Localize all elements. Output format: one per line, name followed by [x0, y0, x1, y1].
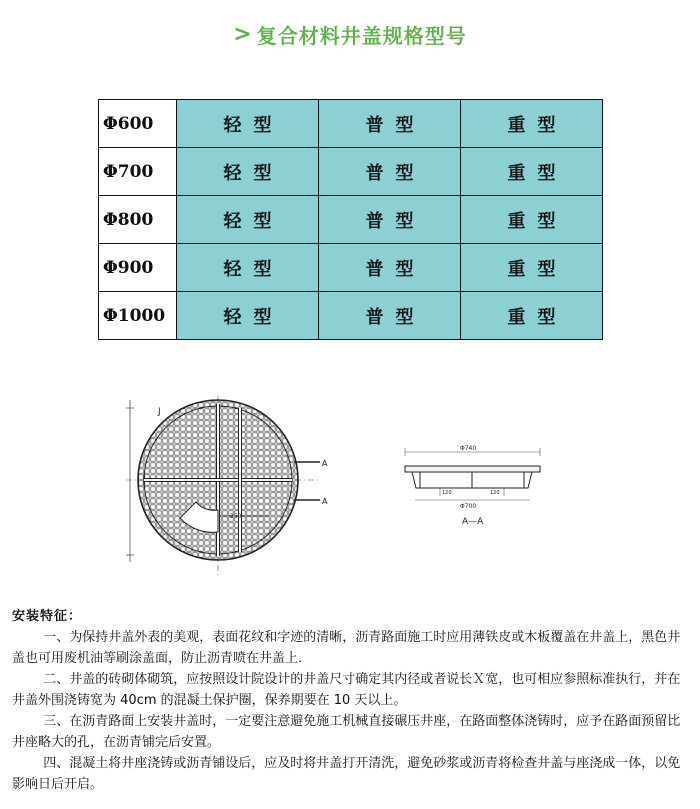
plan-dim-label: 250: [230, 513, 242, 520]
spec-table: [98, 99, 603, 340]
type-cell-standard: 普型: [319, 100, 461, 148]
type-cell-heavy: 重型: [461, 148, 603, 196]
size-cell: Φ900: [99, 244, 177, 292]
section-header: [0, 20, 700, 50]
type-cell-light: 轻型: [177, 100, 319, 148]
size-cell: Φ1000: [99, 292, 177, 340]
chevron-right-icon: >: [233, 22, 252, 47]
type-cell-standard: 普型: [319, 148, 461, 196]
type-cell-light: 轻型: [177, 196, 319, 244]
table-row: [99, 292, 603, 340]
type-cell-standard: 普型: [319, 244, 461, 292]
section-dim-bottom: Φ700: [460, 503, 477, 510]
type-cell-light: 轻型: [177, 148, 319, 196]
table-row: [99, 244, 603, 292]
install-paragraph-2: 二、井盖的砖砌体砌筑，应按照设计院设计的井盖尺寸确定其内径或者说长Ｘ宽，也可相应参照标准执行，并在井盖外围浇铸宽为 40cm 的混凝土保护圈，保养期要在 10 天以上。: [12, 672, 681, 708]
type-cell-light: 轻型: [177, 244, 319, 292]
section-dim-small-1: 120: [442, 490, 452, 496]
plan-mark-j: J: [158, 407, 161, 417]
technical-drawings: [120, 390, 600, 590]
section-dim-top: Φ740: [460, 445, 477, 452]
type-cell-standard: 普型: [319, 196, 461, 244]
type-cell-heavy: 重型: [461, 100, 603, 148]
section-mark-left: A: [322, 459, 328, 468]
type-cell-heavy: 重型: [461, 196, 603, 244]
type-cell-heavy: 重型: [461, 244, 603, 292]
install-paragraph-1: 一、为保持井盖外表的美观，表面花纹和字迹的清晰，沥青路面施工时应用薄铁皮或木板覆盖在井盖上，黑色井盖也可用废机油等刷涂盖面，防止沥青喷在井盖上．: [12, 630, 681, 666]
type-cell-standard: 普型: [319, 292, 461, 340]
table-row: [99, 148, 603, 196]
table-row: [99, 100, 603, 148]
install-heading: 安装特征：: [12, 609, 83, 624]
section-mark-right: A: [322, 497, 328, 506]
section-title: 复合材料井盖规格型号: [256, 24, 467, 48]
plan-view-drawing: [126, 396, 320, 578]
size-cell: Φ800: [99, 196, 177, 244]
size-cell: Φ700: [99, 148, 177, 196]
install-paragraph-4: 四、混凝土将井座浇铸或沥青铺设后，应及时将井盖打开清洗，避免砂浆或沥青将检查井盖与座浇成一体，以免影响日后开启。: [12, 756, 681, 792]
section-label: A—A: [462, 517, 484, 527]
section-dim-small-2: 120: [490, 490, 500, 496]
size-cell: Φ600: [99, 100, 177, 148]
install-notes: [12, 606, 692, 795]
section-view-drawing: [405, 448, 540, 500]
install-paragraph-3: 三、在沥青路面上安装井盖时，一定要注意避免施工机械直接碾压井座，在路面整体浇铸时，应予在路面预留比井座略大的孔，在沥青铺完后安置。: [12, 714, 681, 750]
type-cell-light: 轻型: [177, 292, 319, 340]
type-cell-heavy: 重型: [461, 292, 603, 340]
table-row: [99, 196, 603, 244]
